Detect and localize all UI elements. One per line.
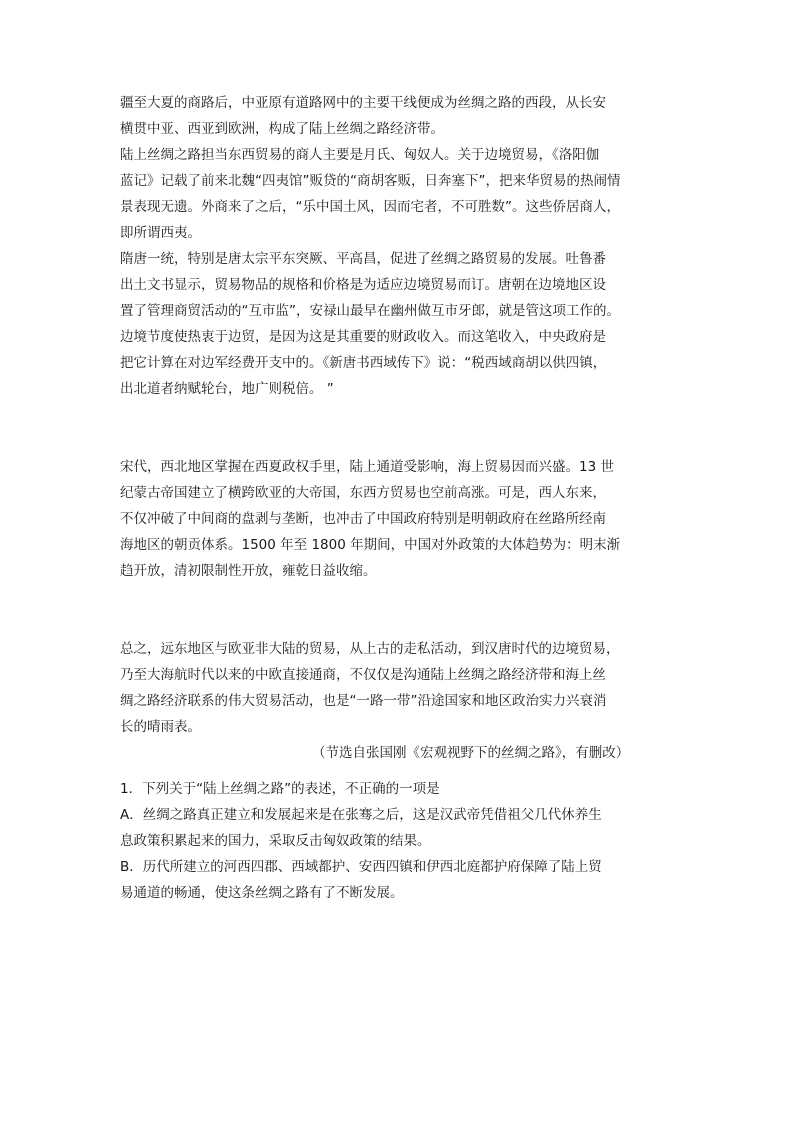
text-line: 景表现无遗。外商来了之后，“乐中国土风，因而宅者，不可胜数”。这些侨居商人， (120, 199, 620, 215)
text-line: 宋代，西北地区掌握在西夏政权手里，陆上通道受影响，海上贸易因而兴盛。13 世 (120, 459, 614, 475)
option-b (120, 854, 690, 906)
text-line: A．丝绸之路真正建立和发展起来是在张骞之后，这是汉武帝凭借祖父几代休养生 (120, 807, 602, 823)
text-line: 绸之路经济联系的伟大贸易活动，也是“一路一带”沿途国家和地区政治实力兴衰消 (120, 693, 607, 709)
text-line: 长的晴雨表。 (120, 719, 201, 735)
option-a (120, 802, 690, 854)
text-line: 海地区的朝贡体系。1500 年至 1800 年期间，中国对外政策的大体趋势为：明末渐 (120, 537, 621, 553)
paragraph-silk-road-west-segment (120, 90, 690, 142)
question-stem: 1．下列关于“陆上丝绸之路”的表述，不正确的一项是 (120, 781, 440, 797)
paragraph-sui-tang-trade (120, 246, 690, 402)
text-line: 不仅冲破了中间商的盘剥与垄断，也冲击了中国政府特别是明朝政府在丝路所经南 (120, 511, 606, 527)
source-citation: （节选自张国刚《宏观视野下的丝绸之路》，有删改） (312, 745, 630, 761)
text-line: 即所谓西夷。 (120, 225, 201, 241)
paragraph-spacer (120, 402, 690, 454)
document-page (120, 90, 690, 906)
text-line: 横贯中亚、西亚到欧洲，构成了陆上丝绸之路经济带。 (120, 121, 444, 137)
paragraph-spacer (120, 584, 690, 636)
text-line: 把它计算在对边军经费开支中的。《新唐书西域传下》说：“税西域商胡以供四镇， (120, 355, 607, 371)
paragraph-conclusion (120, 636, 690, 740)
text-line: 易通道的畅通，使这条丝绸之路有了不断发展。 (120, 885, 404, 901)
text-line: 纪蒙古帝国建立了横跨欧亚的大帝国，东西方贸易也空前高涨。可是，西人东来， (120, 485, 606, 501)
text-line: 疆至大夏的商路后，中亚原有道路网中的主要干线便成为丝绸之路的西段，从长安 (120, 95, 606, 111)
text-line: 边境节度使热衷于边贸，是因为这是其重要的财政收入。而这笔收入，中央政府是 (120, 329, 606, 345)
question-1 (120, 776, 690, 906)
text-line: 总之，远东地区与欧亚非大陆的贸易，从上古的走私活动，到汉唐时代的边境贸易， (120, 641, 620, 657)
text-line: 蓝记》记载了前来北魏“四夷馆”贩贷的“商胡客贩，日奔塞下”，把来华贸易的热闹情 (120, 173, 621, 189)
text-line: B．历代所建立的河西四郡、西域都护、安西四镇和伊西北庭都护府保障了陆上贸 (120, 859, 602, 875)
text-line: 出北道者纳赋轮台，地广则税倍。 ” (120, 381, 334, 397)
text-line: 置了管理商贸活动的“互市监”，安禄山最早在幽州做互市牙郎，就是管这项工作的。 (120, 303, 620, 319)
paragraph-border-trade-merchants (120, 142, 690, 246)
paragraph-song-ming-qing (120, 454, 690, 584)
text-line: 陆上丝绸之路担当东西贸易的商人主要是月氏、匈奴人。关于边境贸易，《洛阳伽 (120, 147, 600, 163)
text-line: 乃至大海航时代以来的中欧直接通商，不仅仅是沟通陆上丝绸之路经济带和海上丝 (120, 667, 606, 683)
text-line: 出土文书显示，贸易物品的规格和价格是为适应边境贸易而订。唐朝在边境地区设 (120, 277, 606, 293)
text-line: 趋开放，清初限制性开放，雍乾日益收缩。 (120, 563, 377, 579)
text-line: 息政策积累起来的国力，采取反击匈奴政策的结果。 (120, 833, 431, 849)
text-line: 隋唐一统，特别是唐太宗平东突厥、平高昌，促进了丝绸之路贸易的发展。吐鲁番 (120, 251, 606, 267)
